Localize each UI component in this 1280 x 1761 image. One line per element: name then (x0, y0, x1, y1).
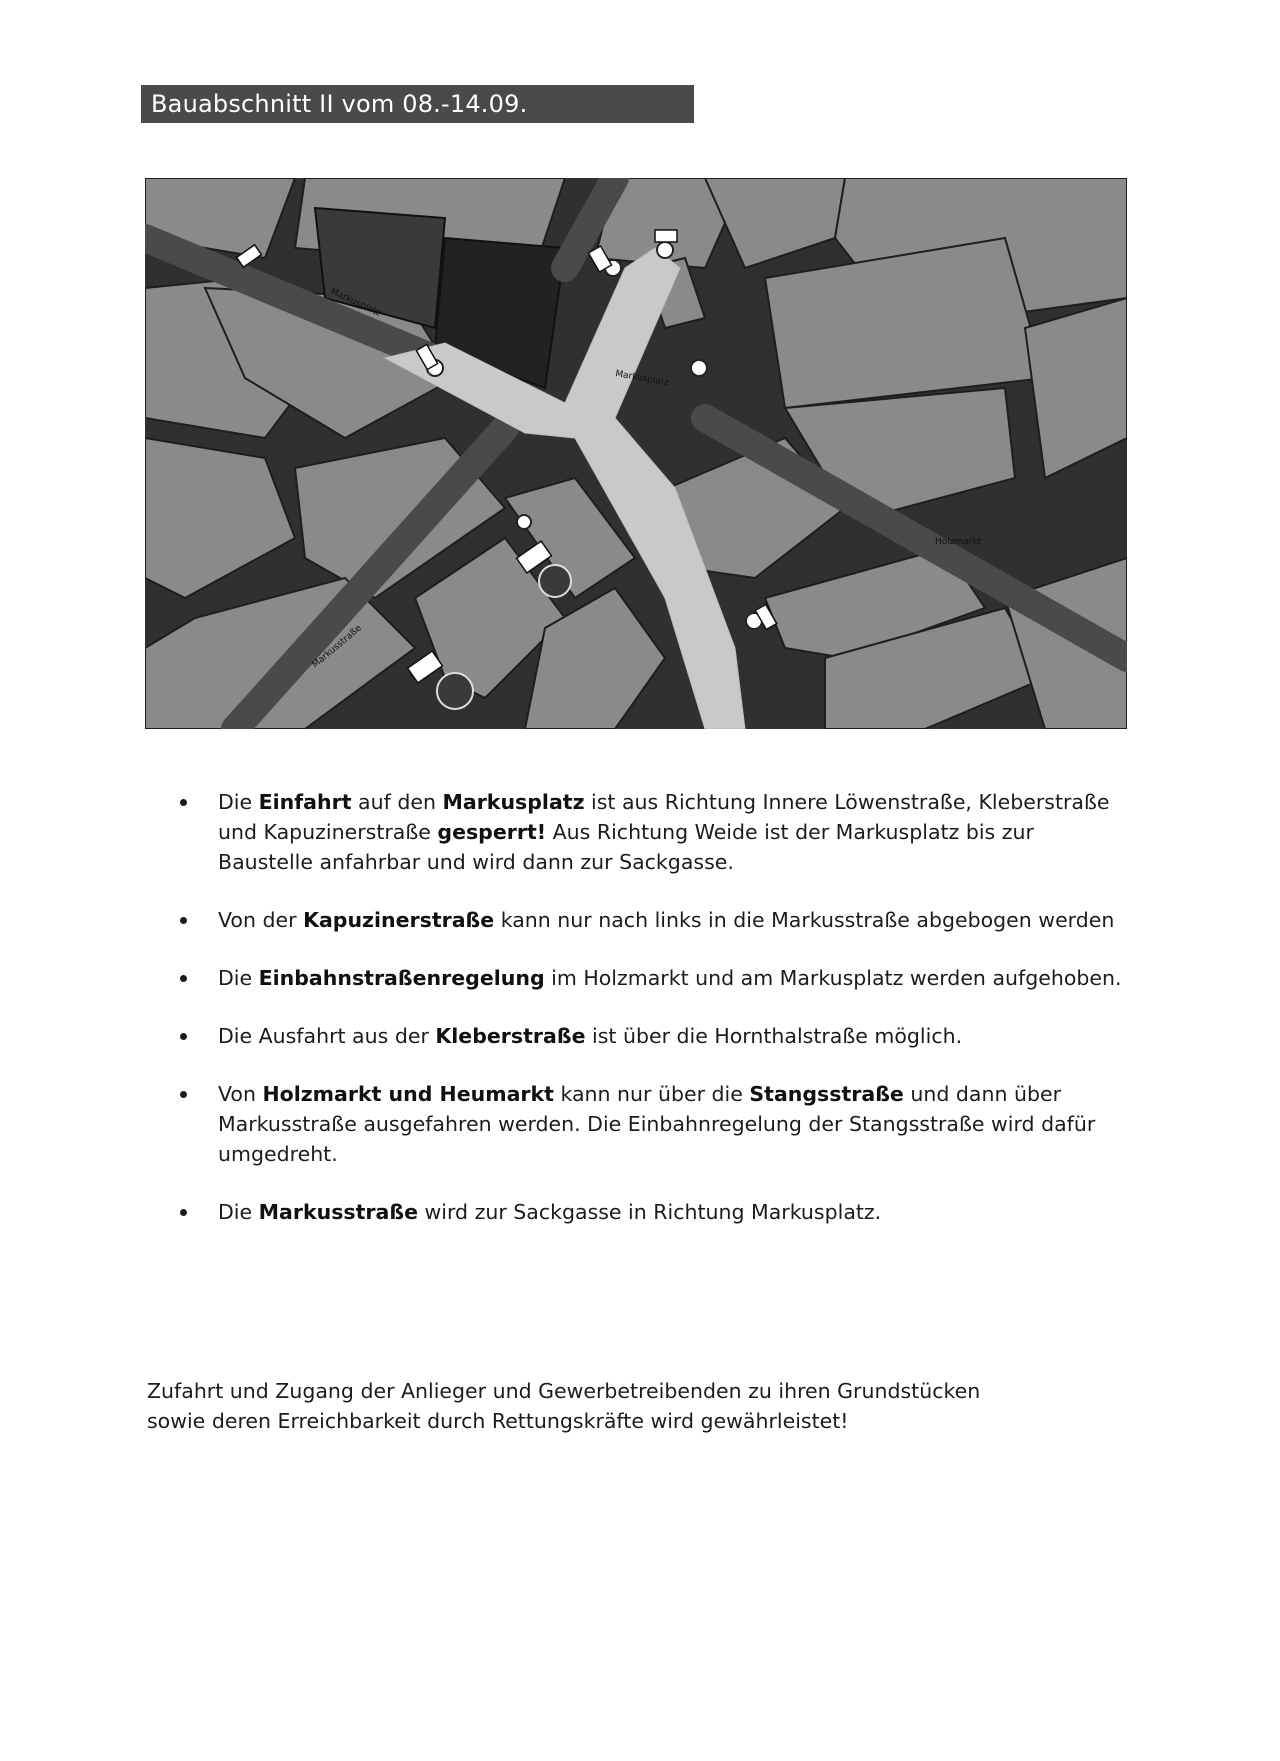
bold-text: Markusplatz (442, 790, 585, 814)
list-item (168, 963, 1128, 993)
list-item (168, 787, 1128, 877)
access-notice-line-2: sowie deren Erreichbarkeit durch Rettungskräfte wird gewährleistet! (147, 1409, 849, 1433)
access-notice (147, 1376, 1147, 1436)
bold-text: Holzmarkt und Heumarkt (262, 1082, 554, 1106)
bold-text: Einfahrt (258, 790, 352, 814)
bullet-icon (180, 799, 187, 806)
map-label-markusplatz-nw: Markusplatz (328, 286, 383, 319)
aerial-map-graphic (145, 178, 1127, 729)
text-segment: kann nur nach links in die Markusstraße abgebogen werden (494, 908, 1115, 932)
text-segment: Die Ausfahrt aus der (218, 1024, 436, 1048)
text-segment: Die (218, 790, 259, 814)
text-segment: ist aus Richtung Innere Löwenstraße, Kleberstraße und Kapuzinerstraße (218, 790, 1110, 844)
text-segment: Aus Richtung Weide ist der Markusplatz bis zur Baustelle anfahrbar und wird dann zur Sackgasse. (218, 820, 1034, 874)
bold-text: Kleberstraße (435, 1024, 586, 1048)
bold-text: Markusstraße (258, 1200, 418, 1224)
bold-text: gesperrt! (437, 820, 547, 844)
bullet-icon (180, 975, 187, 982)
map-label-markusplatz-center: Markusplatz (614, 369, 670, 389)
text-segment: Von der (218, 908, 304, 932)
text-segment: im Holzmarkt und am Markusplatz werden aufgehoben. (544, 966, 1122, 990)
bullet-icon (180, 1091, 187, 1098)
list-item (168, 1079, 1128, 1169)
list-item (168, 1021, 1128, 1051)
map-label-markusstrasse: Markusstraße (310, 623, 364, 671)
rules-list (168, 787, 1128, 1255)
bullet-icon (180, 1033, 187, 1040)
text-segment: Die (218, 966, 259, 990)
bold-text: Kapuzinerstraße (303, 908, 495, 932)
list-item (168, 1197, 1128, 1227)
text-segment: wird zur Sackgasse in Richtung Markusplatz. (418, 1200, 882, 1224)
map-label-holzmarkt: Holzmarkt (935, 537, 982, 547)
construction-map (145, 178, 1127, 729)
bullet-icon (180, 1209, 187, 1216)
access-notice-line-1: Zufahrt und Zugang der Anlieger und Gewerbetreibenden zu ihren Grundstücken (147, 1379, 981, 1403)
text-segment: und dann über Markusstraße ausgefahren werden. Die Einbahnregelung der Stangsstraße wird dafür umgedreht. (218, 1082, 1096, 1166)
list-item (168, 905, 1128, 935)
text-segment: kann nur über die (553, 1082, 750, 1106)
bold-text: Stangsstraße (749, 1082, 904, 1106)
text-segment: ist über die Hornthalstraße möglich. (585, 1024, 963, 1048)
text-segment: Von (218, 1082, 263, 1106)
text-segment: Die (218, 1200, 259, 1224)
bold-text: Einbahnstraßenregelung (258, 966, 545, 990)
bullet-icon (180, 917, 187, 924)
section-title: Bauabschnitt II vom 08.-14.09. (141, 85, 694, 123)
text-segment: auf den (351, 790, 443, 814)
